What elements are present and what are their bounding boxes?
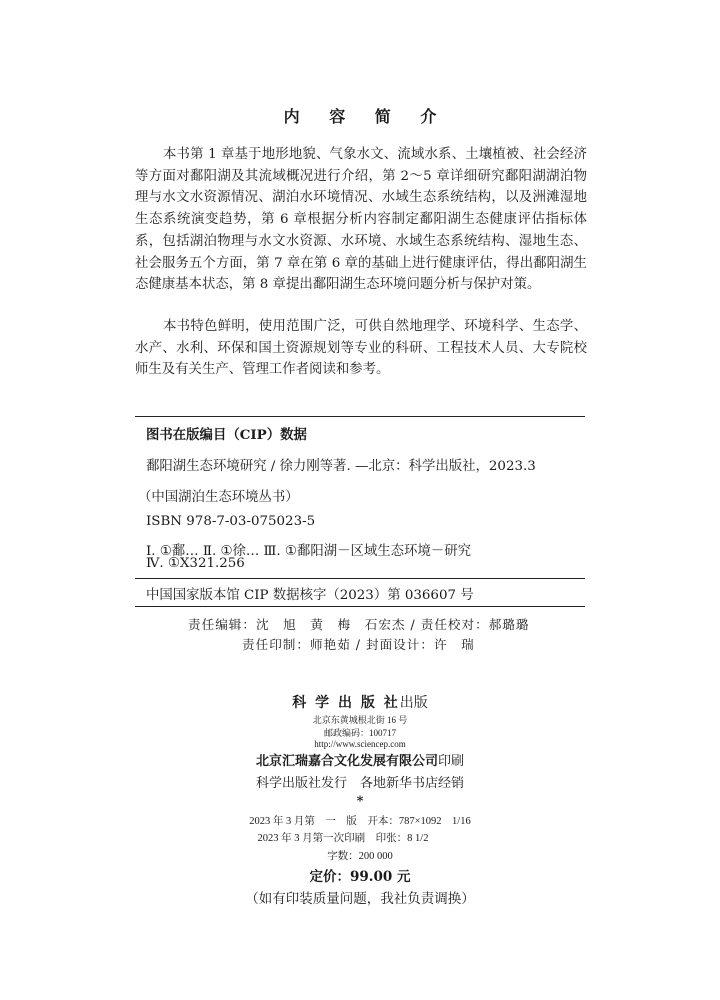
cip-classification-2: Ⅳ. ①X321.256: [146, 556, 245, 571]
cip-top-rule: [135, 416, 585, 417]
quality-notice: （如有印装质量问题，我社负责调换）: [245, 891, 475, 907]
publisher-suffix: 出版: [399, 695, 428, 711]
publisher-name: 科 学 出 版 社: [292, 695, 400, 711]
credits-editors: 责任编辑：沈 旭 黄 梅 石宏杰 / 责任校对：郝璐璐: [188, 617, 530, 632]
cip-bottom-rule: [135, 606, 585, 607]
cip-heading: 图书在版编目（CIP）数据: [146, 427, 307, 443]
separator-star: *: [356, 794, 364, 809]
cip-middle-rule: [135, 578, 585, 579]
summary-title: 内 容 简 介: [283, 107, 449, 126]
publisher-postcode: 邮政编码：100717: [323, 728, 396, 738]
cip-classification-1: Ⅰ. ①鄱… Ⅱ. ①徐… Ⅲ. ①鄱阳湖－区域生态环境－研究: [146, 544, 472, 559]
cip-verification: 中国国家版本馆 CIP 数据核字（2023）第 036607 号: [146, 588, 474, 603]
printer-name: 北京汇瑞嘉合文化发展有限公司: [255, 754, 438, 769]
printing-line: 2023 年 3 月第一次印刷 印张：8 1/2: [257, 833, 429, 844]
publisher-line: [0, 692, 720, 712]
summary-paragraph-1: 本书第 1 章基于地形地貌、气象水文、流域水系、土壤植被、社会经济等方面对鄱阳湖及其流域概况进行介绍，第 2～5 章详细研究鄱阳湖湖泊物理与水文水资源情况、湖泊水环境情况、水域生态系统结构，以及洲滩湿地生态系统演变趋势，第 6 章根据分析内容制定鄱阳湖生态健康评估指标体系，包括湖泊物理与水文水资源、水环境、水域生态系统结构、湿地生态、社会服务五个方面，第 7 章在第 6 章的基础上进行健康评估，得出鄱阳湖生态健康基本状态，第 8 章提出鄱阳湖生态环境问题分析与保护对策。: [135, 147, 587, 293]
edition-line: 2023 年 3 月第 一 版 开本：787×1092 1/16: [249, 816, 471, 827]
summary-paragraph-2: 本书特色鲜明，使用范围广泛，可供自然地理学、环境科学、生态学、水产、水利、环保和国土资源规划等专业的科研、工程技术人员、大专院校师生及有关生产、管理工作者阅读和参考。: [135, 319, 587, 378]
publisher-address: 北京东黄城根北街 16 号: [312, 715, 408, 725]
distribution-line: 科学出版社发行 各地新华书店经销: [255, 776, 464, 791]
credits-production: 责任印制：师艳茹 / 封面设计：许 瑞: [242, 637, 475, 652]
printer-line: [0, 750, 720, 769]
word-count: 字数：200 000: [327, 851, 393, 862]
publisher-website: http://www.sciencep.com: [314, 739, 406, 749]
cip-isbn: ISBN 978-7-03-075023-5: [146, 514, 316, 529]
cip-series: （中国湖泊生态环境丛书）: [138, 490, 299, 505]
printer-suffix: 印刷: [438, 754, 465, 769]
price: 定价：99.00 元: [309, 869, 411, 885]
cip-record: 鄱阳湖生态环境研究 / 徐力刚等著. —北京：科学出版社，2023.3: [146, 459, 536, 474]
